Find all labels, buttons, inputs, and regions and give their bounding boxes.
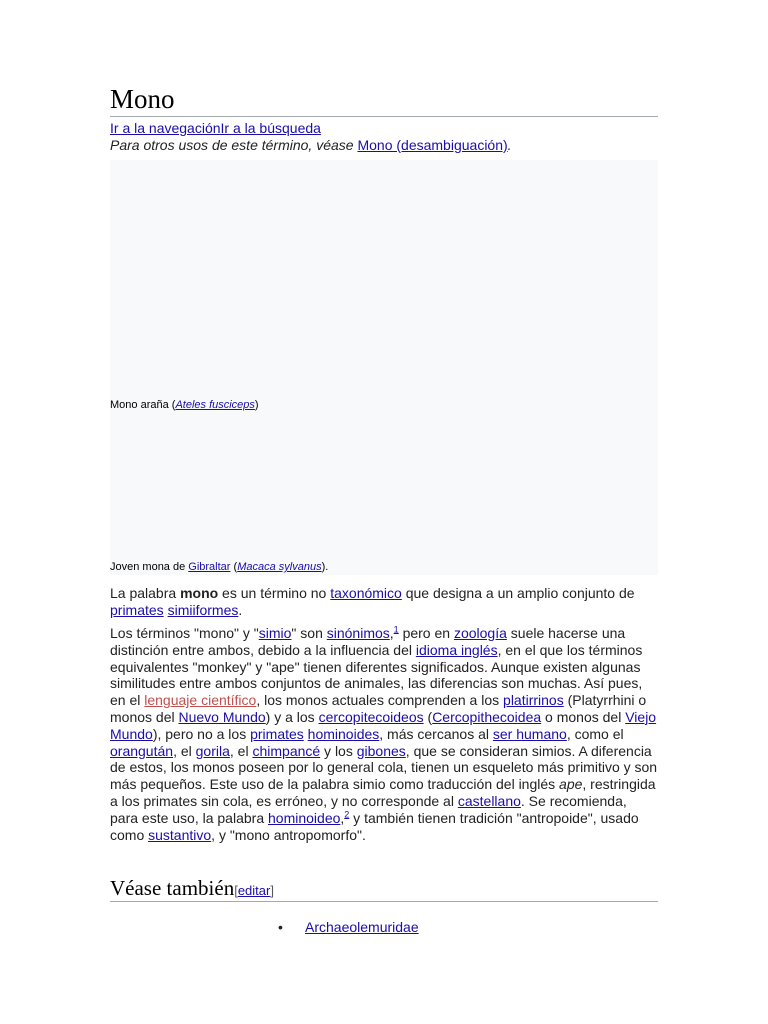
- chimpance-link[interactable]: chimpancé: [252, 742, 321, 759]
- simio-link[interactable]: simio: [258, 625, 292, 641]
- image-caption-macaque: [110, 560, 328, 574]
- jump-to-search-link[interactable]: Ir a la búsqueda: [220, 120, 321, 136]
- text: ) y a los: [265, 708, 319, 725]
- ser-humano-link[interactable]: ser humano: [492, 725, 567, 742]
- section-heading-see-also: [110, 875, 658, 902]
- cercopitecoideos-link[interactable]: cercopitecoideos: [318, 708, 424, 725]
- reference-2-link[interactable]: 2: [344, 809, 350, 820]
- castellano-link[interactable]: castellano: [457, 792, 521, 809]
- jump-to-navigation-link[interactable]: Ir a la navegación: [110, 120, 221, 136]
- ateles-fusciceps-link[interactable]: Ateles fusciceps: [175, 399, 255, 411]
- platirrinos-link[interactable]: platirrinos: [503, 692, 564, 709]
- text: que designa a un amplio conjunto de: [401, 585, 635, 601]
- nuevo-mundo-link[interactable]: Nuevo Mundo: [178, 708, 266, 725]
- terms-paragraph: [110, 625, 658, 843]
- text: , que se consideran simios. A diferencia de estos, los monos poseen por lo general cola, tienen un esqueleto más primitivo y son más pequeños. Este uso de la palabra simio como traducción del inglés: [110, 742, 658, 793]
- gibraltar-link[interactable]: Gibraltar: [188, 561, 231, 573]
- hominoideo-link[interactable]: hominoideo: [268, 809, 341, 826]
- text: , el: [229, 742, 253, 759]
- cercopithecoidea-link[interactable]: Cercopithecoidea: [432, 708, 542, 725]
- text: , y "mono antropomorfo".: [211, 826, 366, 843]
- text: (: [423, 708, 433, 725]
- image-caption-spider-monkey: [110, 398, 259, 412]
- text: . Se recomienda, para este uso, la palabra: [110, 792, 627, 826]
- viejo-mundo-link[interactable]: Viejo Mundo: [110, 708, 657, 742]
- intro-paragraph: [110, 585, 658, 619]
- gorila-link[interactable]: gorila: [195, 742, 230, 759]
- text: y también tienen tradición "antropoide", usado como: [110, 809, 639, 843]
- bold-term: mono: [180, 585, 219, 601]
- lenguaje-cientifico-link[interactable]: lenguaje científico: [144, 692, 257, 709]
- zoologia-link[interactable]: zoología: [453, 625, 507, 641]
- caption-text: ): [254, 399, 259, 411]
- edit-bracket: ]: [270, 883, 274, 898]
- text: ), pero no a los: [152, 725, 251, 742]
- text: , como el: [566, 725, 624, 742]
- hatnote-text: Para otros usos de este término, véase: [110, 137, 358, 153]
- text: , restringida a los primates sin cola, es erróneo, y no corresponde al: [110, 776, 656, 809]
- text: , el: [173, 742, 196, 759]
- sinonimos-link[interactable]: sinónimos: [326, 625, 390, 641]
- see-also-list: [305, 917, 419, 937]
- caption-text: Joven mona de: [110, 561, 189, 573]
- text: " son: [291, 625, 327, 641]
- list-item: [305, 917, 419, 937]
- caption-text: ).: [321, 561, 329, 573]
- archaeolemuridae-link[interactable]: Archaeolemuridae: [305, 919, 419, 935]
- hatnote: [110, 137, 512, 153]
- text: o monos del: [541, 708, 626, 725]
- gibones-link[interactable]: gibones: [356, 742, 406, 759]
- caption-text: Mono araña (: [110, 399, 176, 411]
- page-title: Mono: [110, 82, 658, 117]
- orangutan-link[interactable]: orangután: [110, 742, 174, 759]
- text: , más cercanos al: [379, 725, 493, 742]
- text: suele hacerse una distinción entre ambos, debido a la influencia del: [110, 625, 626, 658]
- text: ,: [340, 809, 345, 826]
- sustantivo-link[interactable]: sustantivo: [148, 826, 212, 843]
- simiiformes-link[interactable]: simiiformes: [167, 601, 239, 618]
- text: y los: [320, 742, 357, 759]
- text: La palabra: [110, 585, 181, 601]
- idioma-ingles-link[interactable]: idioma inglés: [415, 641, 498, 658]
- text: .: [238, 601, 243, 618]
- text: ,: [389, 625, 394, 641]
- caption-text: (: [230, 561, 238, 573]
- infobox: [110, 160, 658, 575]
- italic-term: ape: [559, 776, 583, 793]
- hatnote-suffix: .: [507, 137, 512, 153]
- disambiguation-link[interactable]: Mono (desambiguación): [357, 137, 508, 153]
- primates-link[interactable]: primates: [250, 725, 304, 742]
- text: pero en: [398, 625, 454, 641]
- section-edit: [234, 883, 274, 898]
- text: (Platyrrhini o monos del: [110, 692, 647, 725]
- section-heading-text: Véase también: [110, 876, 235, 900]
- text: , en el que los términos equivalentes "monkey" y "ape" tienen diferentes significados. Aunque existen algunas similitudes entre ambos conjuntos de animales, las diferencias son muchas. Así pues, en el: [110, 641, 643, 709]
- primates-link[interactable]: primates: [110, 601, 164, 618]
- text: , los monos actuales comprenden a los: [256, 692, 504, 709]
- hominoides-link[interactable]: hominoides: [307, 725, 380, 742]
- text: Los términos "mono" y ": [110, 625, 259, 641]
- text: es un término no: [218, 585, 331, 601]
- taxonomico-link[interactable]: taxonómico: [330, 585, 402, 601]
- jump-links: [110, 120, 321, 136]
- edit-bracket: [: [234, 883, 238, 898]
- edit-section-link[interactable]: editar: [237, 883, 271, 898]
- reference-1-link[interactable]: 1: [393, 624, 399, 635]
- macaca-sylvanus-link[interactable]: Macaca sylvanus: [237, 561, 322, 573]
